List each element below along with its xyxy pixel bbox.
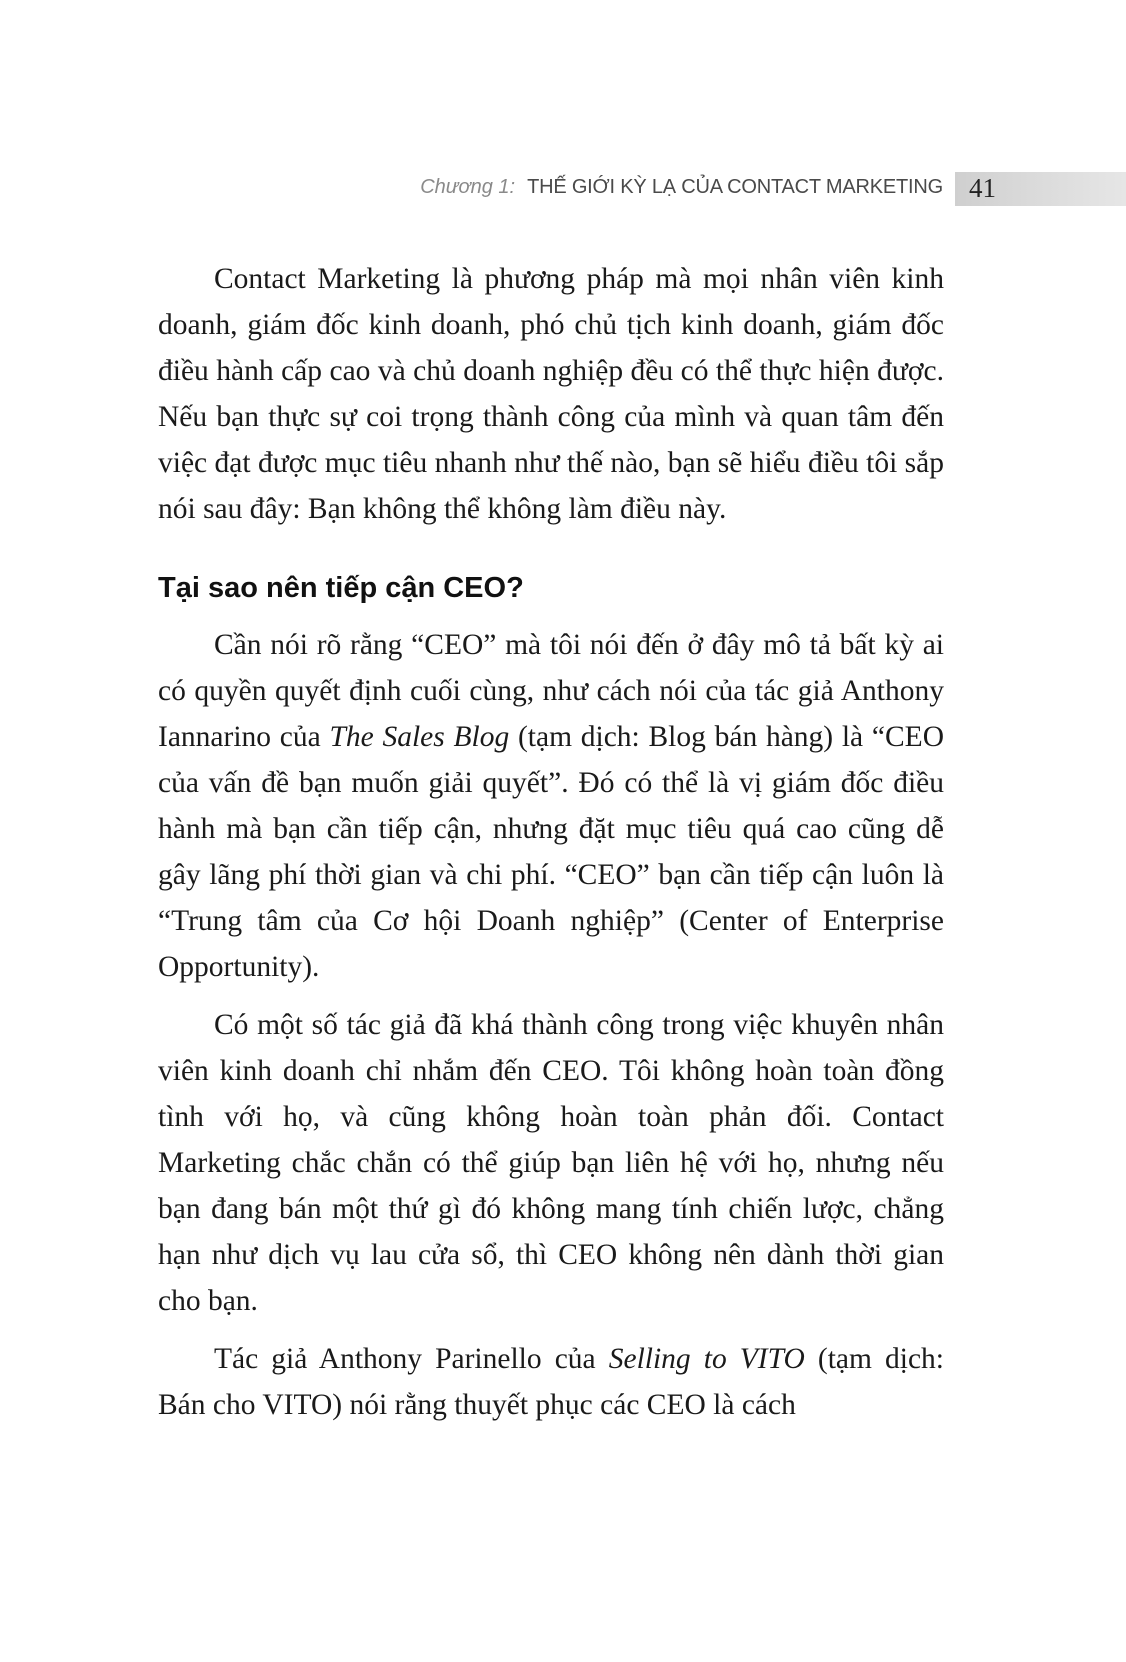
paragraph-2-text-after: (tạm dịch: Blog bán hàng) là “CEO của vấn đề bạn muốn giải quyết”. Đó có thể là vị giám đốc điều hành mà bạn cần tiếp cận, nhưng đặt mục tiêu quá cao cũng dễ gây lãng phí thời gian và chi phí. “CEO” bạn cần tiếp cận luôn là “Trung tâm của Cơ hội Doanh nghiệp” (Center of Enterprise Opportunity).: [158, 721, 944, 983]
paragraph-4: [158, 1336, 944, 1428]
running-header: [0, 172, 1126, 206]
chapter-title: THẾ GIỚI KỲ LẠ CỦA CONTACT MARKETING: [527, 176, 943, 198]
page-number: 41: [969, 173, 996, 203]
book-title-selling-to-vito: Selling to VITO: [608, 1343, 805, 1375]
paragraph-3: Có một số tác giả đã khá thành công trong việc khuyên nhân viên kinh doanh chỉ nhắm đến CEO. Tôi không hoàn toàn đồng tình với họ, và cũng không hoàn toàn phản đối. Contact Marketing chắc chắn có thể giúp bạn liên hệ với họ, nhưng nếu bạn đang bán một thứ gì đó không mang tính chiến lược, chẳng hạn như dịch vụ lau cửa sổ, thì CEO không nên dành thời gian cho bạn.: [158, 1009, 944, 1317]
paragraph-4-text-after: (tạm dịch: Bán cho VITO) nói rằng thuyết phục các CEO là cách: [158, 1343, 945, 1421]
section-heading: Tại sao nên tiếp cận CEO?: [158, 572, 524, 604]
page-number-tab: [955, 172, 1126, 206]
paragraph-2: [158, 622, 944, 990]
page-body: [158, 256, 944, 1428]
paragraph-1: Contact Marketing là phương pháp mà mọi nhân viên kinh doanh, giám đốc kinh doanh, phó chủ tịch kinh doanh, giám đốc điều hành cấp cao và chủ doanh nghiệp đều có thể thực hiện được. Nếu bạn thực sự coi trọng thành công của mình và quan tâm đến việc đạt được mục tiêu nhanh như thế nào, bạn sẽ hiểu điều tôi sắp nói sau đây: Bạn không thể không làm điều này.: [158, 263, 944, 525]
paragraph-2-text-before: Cần nói rõ rằng “CEO” mà tôi nói đến ở đây mô tả bất kỳ ai có quyền quyết định cuối cùng, như cách nói của tác giả Anthony Iannarino của: [158, 629, 944, 753]
chapter-header: [420, 176, 943, 199]
book-title-the-sales-blog: The Sales Blog: [329, 721, 510, 753]
paragraph-4-text-before: Tác giả Anthony Parinello của: [214, 1343, 609, 1375]
chapter-prefix: Chương 1:: [420, 176, 516, 198]
